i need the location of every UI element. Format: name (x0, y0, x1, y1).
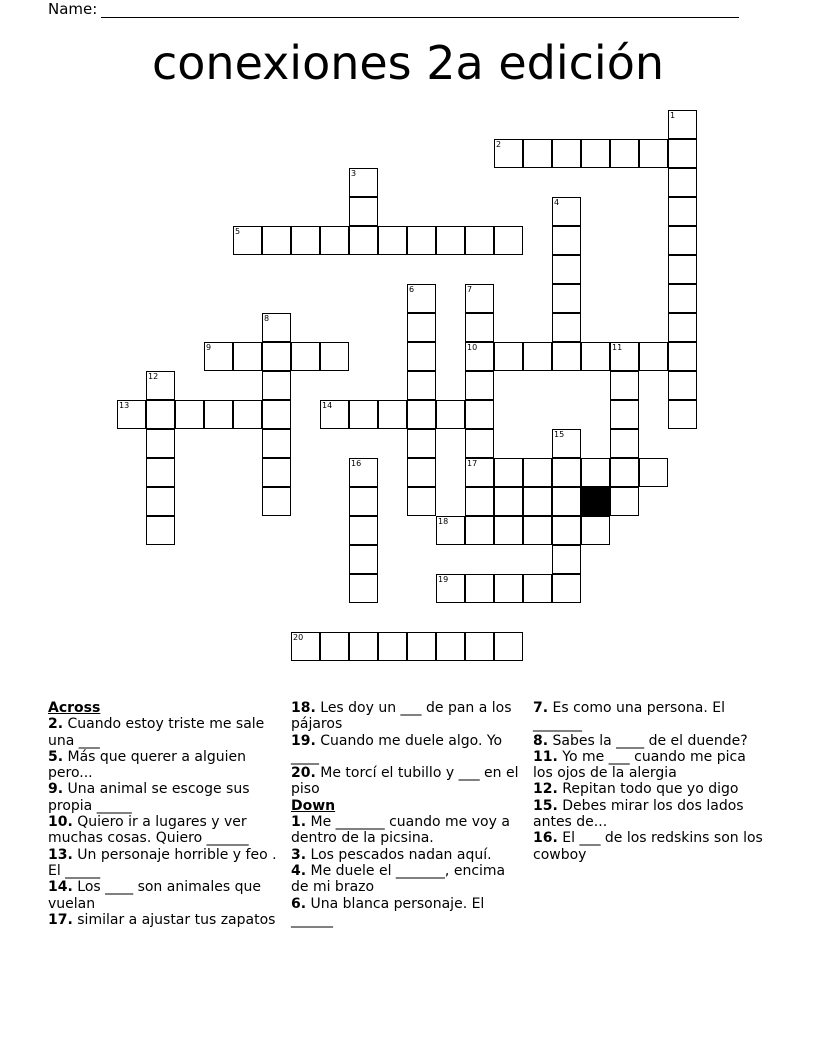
grid-cell[interactable] (262, 226, 291, 255)
grid-cell[interactable] (407, 400, 436, 429)
grid-cell[interactable] (668, 139, 697, 168)
grid-cell[interactable] (349, 197, 378, 226)
grid-cell[interactable] (378, 226, 407, 255)
down-clue (291, 863, 526, 896)
grid-cell[interactable] (668, 284, 697, 313)
down-clue (533, 733, 768, 749)
grid-cell[interactable] (407, 487, 436, 516)
down-clue-number: 8. (533, 732, 549, 749)
grid-cell[interactable] (494, 487, 523, 516)
grid-cell[interactable] (523, 342, 552, 371)
across-clue-text: similar a ajustar tus zapatos (72, 911, 276, 928)
grid-cell[interactable] (349, 632, 378, 661)
grid-cell[interactable] (349, 400, 378, 429)
grid-cell[interactable] (465, 632, 494, 661)
down-clue-text: Es como una persona. El _______ (533, 700, 725, 733)
down-clue (533, 700, 768, 733)
grid-cell[interactable] (436, 632, 465, 661)
grid-cell[interactable] (465, 371, 494, 400)
down-clue (291, 847, 526, 863)
clue-number-10: 10 (467, 343, 478, 352)
across-clue (291, 733, 526, 766)
clue-number-19: 19 (438, 575, 449, 584)
clue-number-5: 5 (235, 227, 241, 236)
grid-cell[interactable] (204, 400, 233, 429)
clue-number-2: 2 (496, 140, 502, 149)
black-square (581, 487, 610, 516)
grid-cell[interactable] (407, 429, 436, 458)
grid-cell[interactable] (320, 632, 349, 661)
down-clue-text: Yo me ___ cuando me pica los ojos de la alergia (533, 748, 746, 782)
clue-number-16: 16 (351, 459, 362, 468)
grid-cell[interactable] (349, 487, 378, 516)
grid-cell[interactable] (552, 284, 581, 313)
down-clue-text: El ___ de los redskins son los cowboy (533, 830, 763, 863)
grid-cell[interactable] (146, 400, 175, 429)
grid-cell[interactable] (552, 226, 581, 255)
grid-cell[interactable] (610, 139, 639, 168)
grid-cell[interactable] (262, 371, 291, 400)
grid-cell[interactable] (581, 139, 610, 168)
across-clue-number: 17. (48, 911, 73, 928)
grid-cell[interactable] (291, 342, 320, 371)
grid-cell[interactable] (639, 342, 668, 371)
across-clue (48, 814, 283, 847)
grid-cell[interactable] (465, 429, 494, 458)
down-clue-number: 11. (533, 748, 558, 765)
grid-cell[interactable] (581, 458, 610, 487)
grid-cell[interactable] (349, 545, 378, 574)
grid-cell[interactable] (465, 487, 494, 516)
across-clue-number: 18. (291, 700, 316, 716)
across-clue (48, 912, 283, 928)
grid-cell[interactable] (552, 458, 581, 487)
down-clue (533, 798, 768, 831)
grid-cell[interactable] (668, 342, 697, 371)
across-clue (48, 781, 283, 814)
grid-cell[interactable] (523, 516, 552, 545)
clue-number-6: 6 (409, 285, 415, 294)
across-clue (291, 700, 526, 733)
grid-cell[interactable] (552, 139, 581, 168)
grid-cell[interactable] (494, 226, 523, 255)
grid-cell[interactable] (581, 342, 610, 371)
grid-cell[interactable] (436, 400, 465, 429)
down-clue-number: 1. (291, 814, 307, 831)
across-clue-number: 2. (48, 716, 64, 733)
grid-cell[interactable] (552, 487, 581, 516)
grid-cell[interactable] (146, 487, 175, 516)
grid-cell[interactable] (494, 458, 523, 487)
down-clue (533, 749, 768, 782)
clues-column-1 (48, 700, 283, 928)
grid-cell[interactable] (610, 371, 639, 400)
across-clue-number: 10. (48, 814, 73, 831)
grid-cell[interactable] (465, 574, 494, 603)
grid-cell[interactable] (233, 400, 262, 429)
across-clue-number: 13. (48, 846, 73, 863)
grid-cell[interactable] (552, 255, 581, 284)
grid-cell[interactable] (175, 400, 204, 429)
grid-cell[interactable] (465, 313, 494, 342)
name-label: Name: (48, 0, 98, 18)
down-clue-text: Los pescados nadan aquí. (306, 846, 492, 863)
grid-cell[interactable] (494, 342, 523, 371)
grid-cell[interactable] (349, 574, 378, 603)
clue-number-3: 3 (351, 169, 357, 178)
grid-cell[interactable] (407, 342, 436, 371)
across-clue-text: Los ____ son animales que vuelan (48, 879, 261, 912)
grid-cell[interactable] (320, 226, 349, 255)
clue-number-11: 11 (612, 343, 623, 352)
down-clue (533, 781, 768, 797)
grid-cell[interactable] (494, 516, 523, 545)
grid-cell[interactable] (407, 632, 436, 661)
down-clue-text: Repitan todo que yo digo (557, 781, 739, 798)
down-clue-number: 7. (533, 700, 549, 716)
grid-cell[interactable] (552, 516, 581, 545)
clue-number-14: 14 (322, 401, 333, 410)
grid-cell[interactable] (262, 458, 291, 487)
across-clue (48, 847, 283, 880)
down-clue-number: 4. (291, 862, 307, 879)
across-clue-text: Les doy un ___ de pan a los pájaros (291, 700, 512, 733)
grid-cell[interactable] (523, 574, 552, 603)
grid-cell[interactable] (523, 458, 552, 487)
grid-cell[interactable] (146, 516, 175, 545)
across-clue-text: Me torcí el tubillo y ___ en el piso (291, 765, 519, 798)
clue-number-4: 4 (554, 198, 560, 207)
grid-cell[interactable] (262, 429, 291, 458)
across-clue (48, 879, 283, 912)
grid-cell[interactable] (407, 313, 436, 342)
down-clue-number: 16. (533, 830, 558, 847)
across-heading: Across (48, 700, 101, 716)
grid-cell[interactable] (610, 487, 639, 516)
across-clue-text: Quiero ir a lugares y ver muchas cosas. Quiero ______ (48, 814, 249, 847)
clue-number-1: 1 (670, 111, 676, 120)
grid-cell[interactable] (349, 516, 378, 545)
grid-cell[interactable] (465, 516, 494, 545)
grid-cell[interactable] (552, 545, 581, 574)
grid-cell[interactable] (668, 197, 697, 226)
grid-cell[interactable] (668, 400, 697, 429)
clue-number-12: 12 (148, 372, 159, 381)
across-clue-number: 19. (291, 732, 316, 749)
grid-cell[interactable] (494, 632, 523, 661)
grid-cell[interactable] (610, 429, 639, 458)
clue-number-18: 18 (438, 517, 449, 526)
grid-cell[interactable] (610, 458, 639, 487)
grid-cell[interactable] (552, 313, 581, 342)
clue-number-8: 8 (264, 314, 270, 323)
down-clue-number: 6. (291, 895, 307, 912)
down-clue-number: 3. (291, 846, 307, 863)
grid-cell[interactable] (407, 458, 436, 487)
grid-cell[interactable] (668, 168, 697, 197)
grid-cell[interactable] (146, 458, 175, 487)
grid-cell[interactable] (465, 400, 494, 429)
grid-cell[interactable] (552, 574, 581, 603)
grid-cell[interactable] (668, 371, 697, 400)
across-clue-text: Un personaje horrible y feo . El _____ (48, 846, 277, 879)
grid-cell[interactable] (407, 371, 436, 400)
across-clue-number: 9. (48, 781, 64, 798)
across-clue-text: Cuando me duele algo. Yo ____ (291, 732, 503, 765)
grid-cell[interactable] (523, 487, 552, 516)
grid-cell[interactable] (494, 574, 523, 603)
grid-cell[interactable] (552, 342, 581, 371)
grid-cell[interactable] (436, 226, 465, 255)
grid-cell[interactable] (639, 458, 668, 487)
clue-number-20: 20 (293, 633, 304, 642)
down-clue (291, 814, 526, 847)
grid-cell[interactable] (146, 429, 175, 458)
down-clue-text: Me _______ cuando me voy a dentro de la picsina. (291, 814, 510, 847)
grid-cell[interactable] (668, 313, 697, 342)
across-clue-text: Cuando estoy triste me sale una ___ (48, 716, 265, 749)
clue-number-13: 13 (119, 401, 130, 410)
grid-cell[interactable] (610, 400, 639, 429)
grid-cell[interactable] (407, 226, 436, 255)
down-clue-text: Debes mirar los dos lados antes de... (533, 797, 744, 831)
clue-number-17: 17 (467, 459, 478, 468)
across-clue (48, 749, 283, 782)
grid-cell[interactable] (581, 516, 610, 545)
grid-cell[interactable] (233, 342, 262, 371)
grid-cell[interactable] (291, 226, 320, 255)
grid-cell[interactable] (378, 632, 407, 661)
across-clue (48, 716, 283, 749)
clue-number-9: 9 (206, 343, 212, 352)
across-clue (291, 765, 526, 798)
grid-cell[interactable] (465, 226, 494, 255)
across-clue-number: 5. (48, 748, 64, 765)
grid-cell[interactable] (668, 226, 697, 255)
grid-cell[interactable] (262, 342, 291, 371)
down-clue-number: 15. (533, 797, 558, 814)
down-clue (533, 830, 768, 863)
grid-cell[interactable] (523, 139, 552, 168)
across-clue-number: 14. (48, 879, 73, 896)
grid-cell[interactable] (349, 226, 378, 255)
across-clue-number: 20. (291, 765, 316, 782)
grid-cell[interactable] (378, 400, 407, 429)
down-clue-text: Me duele el _______, encima de mi brazo (291, 862, 506, 896)
clues-column-3 (533, 700, 768, 863)
across-clue-text: Una animal se escoge sus propia _____ (48, 781, 250, 814)
clue-number-7: 7 (467, 285, 473, 294)
grid-cell[interactable] (320, 342, 349, 371)
grid-cell[interactable] (639, 139, 668, 168)
clues-column-2 (291, 700, 526, 928)
grid-cell[interactable] (668, 255, 697, 284)
grid-cell[interactable] (262, 400, 291, 429)
down-clue-text: Sabes la ____ de el duende? (548, 732, 748, 749)
page-title: conexiones 2a edición (152, 36, 664, 90)
down-clue (291, 896, 526, 929)
across-clue-text: Más que querer a alguien pero... (48, 748, 247, 782)
down-clue-number: 12. (533, 781, 558, 798)
grid-cell[interactable] (262, 487, 291, 516)
down-heading: Down (291, 797, 336, 814)
clue-number-15: 15 (554, 430, 565, 439)
down-clue-text: Una blanca personaje. El ______ (291, 895, 485, 928)
